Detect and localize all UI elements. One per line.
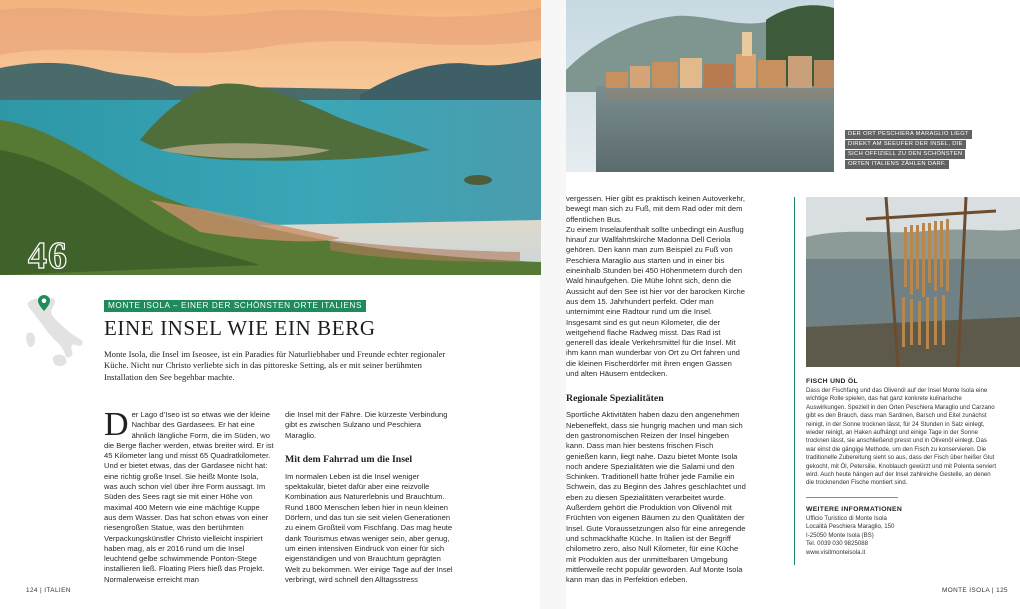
kicker-label (104, 300, 366, 312)
footer-right: MONTE ISOLA | 125 (942, 587, 1008, 594)
caption-line-2: DIREKT AM SEEUFER DER INSEL, DIE (845, 140, 966, 149)
italy-map-icon (22, 293, 92, 371)
column-2-paragraph-2: Im normalen Leben ist die Insel weniger spektakulär, bietet dafür aber eine reizvolle Kombination aus Naturerlebnis und Brauchtum. Rund 1800 Menschen leben hier in neun kleinen Dörfern, und das tun sie seit vielen Generationen zu einem Großteil vom Fischfang. Das mag heute dank Tourismus etwas weniger sein, aber genug, um einen intensiven Eindruck von einer für sich eigenständigen und von Brauchtum geprägten Welt zu bekommen. Wer einige Tage auf der Insel verbringt, wird schnell den Alltagsstress (285, 471, 453, 584)
info-website-link[interactable]: www.visitmonteisola.it (806, 548, 866, 556)
sidebar-divider (794, 197, 795, 565)
column-3-paragraph-3: Sportliche Aktivitäten haben dazu den angenehmen Nebeneffekt, dass sie hungrig machen und man sich den gastronomischen Reizen der Insel hingeben kann. Dass man hier bestens frischen Fisch genießen kann, liegt nahe. Dazu bietet Monte Isola noch andere Spezialitäten wie die Salami und den Schinken. Traditionell hatte früher jede Familie ein Schwein, das zu Beginn des Jahres geschlachtet und eben zu diesen Spezialitäten verarbeitet wurde. Außerdem gehört die Produktion von Olivenöl mit Früchten von eigenen Bäumen zu den Qualitäten der Insel. Gute Voraussetzungen also für eine anregende und schmackhafte Küche. In Italien ist der Begriff chilometro zero, also Null Kilometer, für eine Küche mit Produkten aus der unmittelbaren Umgebung mittlerweile recht populär geworden. Auf Monte Isola kann man das in Perfektion erleben. (566, 410, 746, 585)
specialties-subheading: Regionale Spezialitäten (566, 393, 664, 405)
column-3-paragraph-2: Zu einem Inselaufenthalt sollte unbedingt ein Ausflug hinauf zur Wallfahrtskirche Madonna Dell Ceriola gehören. Den kann man zum Beispiel zu Fuß von Peschiera Maraglio aus starten und in einer bis eineinhalb Stunden bei 450 Höhenmetern durch den Wald hinaufgehen. Die Mühe lohnt sich, denn die Aussicht auf den See ist hier vor der barocken Kirche aus dem 15. Jahrhundert perfekt. Oder man unternimmt eine Radtour rund um die Insel. Insgesamt sind es gut neun Kilometer, die der weitgehend flache Radweg misst. Das Rad ist generell das ideale Verkehrsmittel für die Insel. Mit ihm kann man wunderbar von Ort zu Ort fahren und die kleinen Fischerdörfer mit ihren engen Gassen und alten Häusern entdecken. (566, 224, 745, 379)
drop-cap: D (104, 406, 129, 443)
column-1-paragraph (104, 406, 274, 585)
info-line-2: Località Peschiera Maraglio, 150 (806, 523, 895, 531)
column-3-paragraph-1: vergessen. Hier gibt es praktisch keinen Autoverkehr, bewegt man sich zu Fuß, mit dem Rad oder mit dem öffentlichen Bus. (566, 194, 745, 224)
page-gutter (540, 0, 566, 609)
drying-fish-photo (806, 197, 1020, 367)
cycling-subheading: Mit dem Fahrrad um die Insel (285, 453, 413, 465)
intro-paragraph: Monte Isola, die Insel im Iseosee, ist ein Paradies für Naturliebhaber und Freunde echter regionaler Küche. Nicht nur Christo verliebte sich in das pittoreske Setting, als er mit seiner berühmten Installation den See begehbar machte. (104, 349, 446, 382)
article-column-3 (566, 194, 746, 585)
caption-line-1: DER ORT PESCHIERA MARAGLIO LIEGT (845, 130, 972, 139)
kicker-text: MONTE ISOLA – EINER DER SCHÖNSTEN ORTE ITALIENS (108, 301, 363, 310)
fish-text: Dass der Fischfang und das Olivenöl auf der Insel Monte Isola eine wichtige Rolle spielen, das hat ganz konkrete kulinarische Auswirkungen. Speziell in den Orten Peschiera Maraglio und Carzano gibt es den Brauch, dass man Sardinen, Barsch und Eitel zunächst reinigt, in der Sonne trocknen lässt, für 24 Stunden in Salz einlegt, wieder reinigt, an Haken aufhängt und einige Tage in der Sonne trocknen lässt, sie anschließend presst und in Olivenöl einlegt. Das war einst die gängige Methode, um den Fisch zu konservieren. Die traditionelle Zubereitung sieht so aus, dass der Fisch über heißer Glut gekocht, mit Öl, Petersilie, Knoblauch gewürzt und mit Polenta serviert wird. Auch heute hängen auf der Insel zahlreiche Gestelle, an denen die trocknenden Fische montiert sind. (806, 387, 997, 487)
column-2-paragraph-1: die Insel mit der Fähre. Die kürzeste Verbindung gibt es zwischen Sulzano und Peschiera Maraglio. (285, 410, 448, 440)
caption-line-4: ORTEN ITALIENS ZÄHLEN DARF. (845, 160, 949, 169)
peschiera-maraglio-photo (566, 0, 834, 172)
fish-heading: FISCH UND ÖL (806, 378, 858, 385)
article-column-1 (104, 406, 274, 585)
info-line-1: Ufficio Turistico di Monte Isola (806, 514, 887, 522)
location-pin-icon (38, 295, 50, 311)
caption-line-3: SICH OFFIZIELL ZU DEN SCHÖNSTEN (845, 150, 965, 159)
footer-left: 124 | ITALIEN (26, 587, 71, 594)
info-separator (806, 497, 898, 498)
fish-and-oil-sidebar (806, 378, 996, 557)
lake-iseo-panorama-photo (0, 0, 541, 275)
column-1-text: er Lago d’Iseo ist so etwas wie der kleine Nachbar des Gardasees. Er hat eine ähnlich längliche Form, die im Süden, wo die Berge flacher werden, etwas breiter wird. Er ist 45 Kilometer lang und misst 65 Quadratkilometer. Und er bietet etwas, das der Gardasee nicht hat: eine richtig große Insel. Sie heißt Monte Isola, was auch schon viel über ihre Form aussagt. Im Süden des Sees ragt sie mit einer Höhe von maximal 400 Metern wie eine mächtige Kuppe aus dem Wasser. Das hat schon etwas von einer riesengroßen Statue, was den berühmten Verpackungskünstler Christo vielleicht inspiriert haben mag, als er 2016 rund um die Insel leuchtend gelbe schwimmende Ponton-Stege installieren ließ. Floating Piers hieß das Projekt. Normalerweise erreicht man (104, 410, 274, 584)
info-line-4: Tel. 0039 030 9825088 (806, 540, 869, 548)
panorama-illustration (0, 0, 541, 275)
page-badge-number: 46 (28, 235, 68, 277)
info-heading: WEITERE INFORMATIONEN (806, 505, 903, 513)
info-line-3: I-25050 Monte Isola (BS) (806, 531, 874, 539)
photo-caption (845, 130, 972, 170)
article-column-2 (285, 410, 453, 585)
headline: EINE INSEL WIE EIN BERG (104, 316, 376, 340)
